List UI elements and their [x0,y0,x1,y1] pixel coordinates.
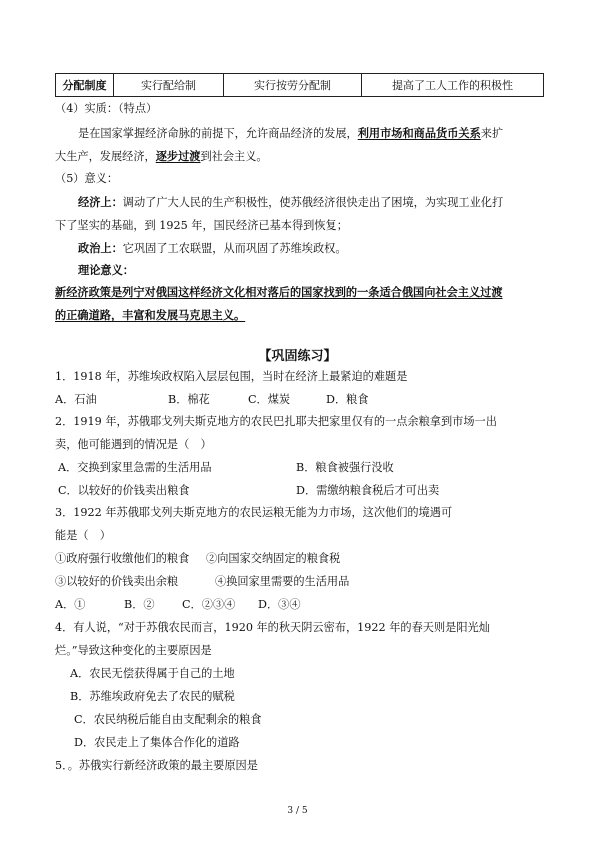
econ-label: 经济上： [78,196,123,209]
distribution-table [55,73,544,97]
q4-option-b: B．苏维埃政府免去了农民的赋税 [70,690,235,703]
table-cell: 实行按劳分配制 [224,74,362,97]
page-number: 3 / 5 [287,806,308,816]
question-3-line-2: 能是（ ） [55,529,111,542]
econ-text: 调动了广大人民的生产积极性，使苏俄经济很快走出了困境，为实现工业化打 [122,196,504,209]
nature-text: 来扩 [480,127,504,140]
theory-line-1: 新经济政策是列宁对俄国这样经济文化相对落后的国家找到的一条适合俄国向社会主义过渡 [55,286,503,299]
nature-line-1 [78,125,503,141]
q2-option-a: A．交换到家里急需的生活用品 [58,461,212,474]
question-4-line-1: 4．有人说，“对于苏俄农民而言，1920 年的秋天阴云密布，1922 年的春天则是阳光灿 [55,621,490,634]
question-1: 1．1918 年，苏维埃政权陷入层层包围，当时在经济上最紧迫的难题是 [55,370,408,383]
q3-item-4: ④换回家里需要的生活用品 [215,575,350,588]
q4-option-c: C．农民纳税后能自由支配剩余的粮食 [74,713,262,726]
q2-option-c: C．以较好的价钱卖出粮食 [58,484,190,497]
question-2-line-1: 2．1919 年，苏俄耶戈列夫斯克地方的农民巴扎耶夫把家里仅有的一点余粮拿到市场一出 [55,415,497,428]
nature-text: 到社会主义。 [200,150,268,163]
q3-option-a: A．① [55,598,86,611]
q4-option-a: A．农民无偿获得属于自己的土地 [70,667,235,680]
significance-heading: （5）意义： [55,172,119,185]
nature-line-2 [55,148,268,164]
table-row [56,74,544,97]
nature-key-phrase: 利用市场和商品货币关系 [357,127,481,140]
table-cell: 提高了工人工作的积极性 [362,74,544,97]
q3-option-c: C．②③④ [182,598,236,611]
q1-option-d: D．粮食 [326,393,369,406]
econ-line-1 [78,194,503,210]
question-2-line-2: 卖，他可能遇到的情况是（ ） [55,438,212,451]
question-3-line-1: 3．1922 年苏俄耶戈列夫斯克地方的农民运粮无能为力市场，这次他们的境遇可 [55,506,453,519]
nature-key-phrase: 逐步过渡 [155,150,201,163]
q3-item-1: ①政府强行收缴他们的粮食 [55,552,190,565]
nature-text: 是在国家掌握经济命脉的前提下，允许商品经济的发展， [78,127,358,140]
q1-option-b: B．棉花 [168,393,210,406]
table-header-cell: 分配制度 [56,74,114,97]
q2-option-b: B．粮食被强行没收 [296,461,394,474]
econ-line-2: 下了坚实的基础，到 1925 年，国民经济已基本得到恢复； [55,219,348,232]
practice-title: 【巩固练习】 [258,349,337,364]
table-cell: 实行配给制 [114,74,224,97]
q3-option-b: B．② [124,598,155,611]
q1-option-a: A．石油 [55,393,97,406]
politics-line [78,240,347,256]
nature-text: 大生产，发展经济， [55,150,156,163]
q3-option-d: D．③④ [258,598,301,611]
q1-option-c: C．煤炭 [248,393,291,406]
question-5: 5．。苏俄实行新经济政策的最主要原因是 [55,759,258,772]
q4-option-d: D．农民走上了集体合作化的道路 [74,736,240,749]
theory-line-2: 的正确道路，丰富和发展马克思主义。 [55,309,246,322]
politics-label: 政治上： [78,242,123,255]
q3-item-3: ③以较好的价钱卖出余粮 [55,575,179,588]
question-4-line-2: 烂。”导致这种变化的主要原因是 [55,644,212,657]
theory-label: 理论意义： [78,264,134,277]
q3-item-2: ②向国家交纳固定的粮食税 [206,552,341,565]
politics-text: 它巩固了工农联盟，从而巩固了苏维埃政权。 [122,242,347,255]
q2-option-d: D．需缴纳粮食税后才可出卖 [296,484,440,497]
nature-heading: （4）实质：（特点） [55,102,158,115]
